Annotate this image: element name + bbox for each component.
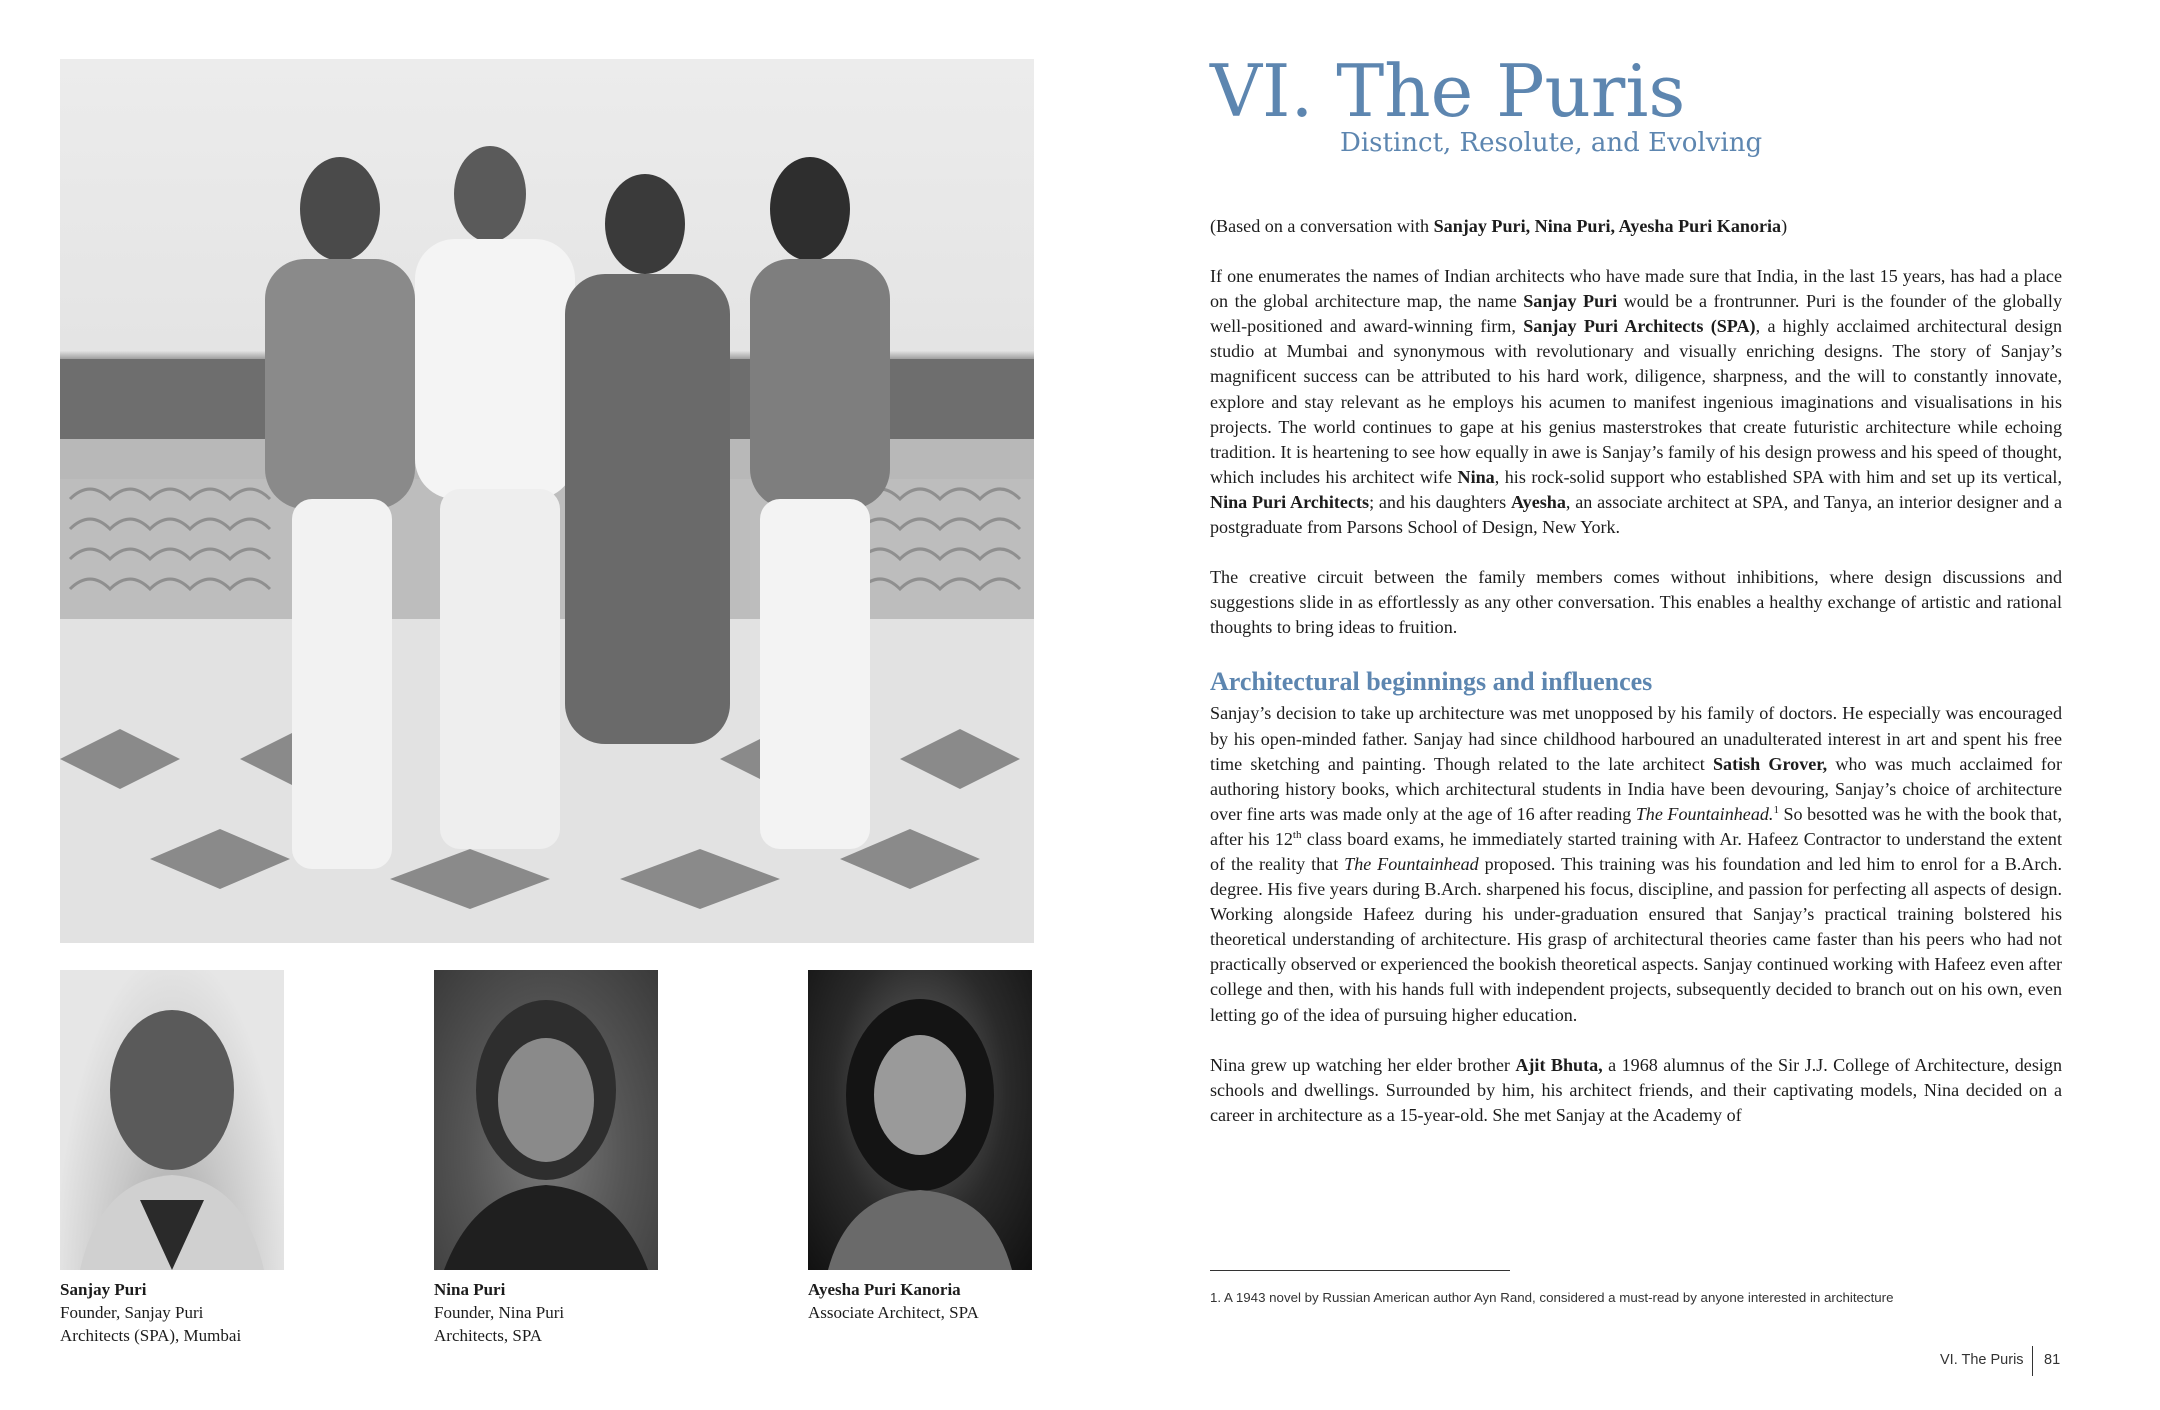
caption-role: Founder, Nina Puri bbox=[434, 1303, 565, 1322]
paragraph-3: Sanjay’s decision to take up architecture was met unopposed by his family of doctors. He especially was encouraged by his open-minded father. Sanjay had since childhood harboured an unadulterated interest in art and spent his free time sketching and painting. Though related to the late architect Satish Grover, who was much acclaimed for authoring history books, which architectural students in India have been devouring, Sanjay’s choice of architecture over fine arts was made only at the age of 16 after reading The Fountainhead.$^1$ So besotted was he with the book that, after his 12th class board exams, he immediately started training with Ar. Hafeez Contractor to understand the extent of the reality that The Fountainhead proposed. This training was his foundation and led him to enrol for a B.Arch. degree. His five years during B.Arch. sharpened his focus, discipline, and passion for perfecting all aspects of design. Working alongside Hafeez during his under-graduation ensured that Sanjay’s practical training bolstered his theoretical understanding of architecture. His grasp of architectural theories came faster than his peers who had not practically observed or experienced the bookish theoretical aspects. Sanjay continued working with Hafeez even after college and then, with his hands full with independent projects, subsequently decided to branch out on his own, even letting go of the idea of pursuing higher education. bbox=[1210, 703, 2063, 1025]
caption-name: Nina Puri bbox=[434, 1280, 506, 1299]
caption-role: Associate Architect, SPA bbox=[808, 1303, 979, 1322]
family-group-photo bbox=[60, 59, 1034, 943]
footnote-ref: 1 bbox=[1773, 803, 1779, 816]
caption-name: Ayesha Puri Kanoria bbox=[808, 1280, 961, 1299]
family-photo-illustration bbox=[60, 59, 1034, 943]
nina-puri-caption bbox=[434, 1278, 694, 1347]
footnote: 1. A 1943 novel by Russian American author Ayn Rand, considered a must-read by anyone interested in architecture bbox=[1210, 1290, 1894, 1305]
caption-role: Architects, SPA bbox=[434, 1326, 542, 1345]
caption-name: Sanjay Puri bbox=[60, 1280, 147, 1299]
chapter-subtitle: Distinct, Resolute, and Evolving bbox=[1340, 128, 1763, 158]
ayesha-puri-kanoria-caption bbox=[808, 1278, 1068, 1324]
page-number: 81 bbox=[2044, 1352, 2061, 1368]
ayesha-portrait-illustration bbox=[808, 970, 1032, 1270]
sanjay-puri-portrait bbox=[60, 970, 284, 1270]
paragraph-1: If one enumerates the names of Indian architects who have made sure that India, in the last 15 years, has had a place on the global architecture map, the name Sanjay Puri would be a frontrunner. Puri is the founder of the globally well-positioned and award-winning firm, Sanjay Puri Architects (SPA), a highly acclaimed architectural design studio at Mumbai and synonymous with revolutionary and visually enriching designs. The story of Sanjay’s magnificent success can be attributed to his hard work, diligence, sharpness, and the will to constantly innovate, explore and stay relevant as he employs his acumen to manifest ingenious imaginations and visualisations in his projects. The world continues to gape at his genius masterstrokes that create futuristic architecture while echoing tradition. It is heartening to see how equally in awe is Sanjay’s family of his design prowess and his speed of thought, which includes his architect wife Nina, his rock-solid support who established SPA with him and set up its vertical, Nina Puri Architects; and his daughters Ayesha, an associate architect at SPA, and Tanya, an interior designer and a postgraduate from Parsons School of Design, New York. bbox=[1210, 266, 2062, 538]
paragraph-4: Nina grew up watching her elder brother Ajit Bhuta, a 1968 alumnus of the Sir J.J. College of Architecture, design schools and dwellings. Surrounded by him, his architect friends, and their captivating models, Nina decided on a career in architecture as a 15-year-old. She met Sanjay at the Academy of bbox=[1210, 1054, 2062, 1125]
sanjay-portrait-illustration bbox=[60, 970, 284, 1270]
intro-line: (Based on a conversation with Sanjay Puri, Nina Puri, Ayesha Puri Kanoria) bbox=[1210, 216, 1788, 236]
caption-role: Founder, Sanjay Puri bbox=[60, 1303, 204, 1322]
sanjay-puri-caption bbox=[60, 1278, 320, 1347]
footnote-divider bbox=[1210, 1270, 1510, 1271]
section-heading: Architectural beginnings and influences bbox=[1210, 667, 1653, 697]
nina-portrait-illustration bbox=[434, 970, 658, 1270]
nina-puri-portrait bbox=[434, 970, 658, 1270]
caption-role: Architects (SPA), Mumbai bbox=[60, 1326, 242, 1345]
article-body bbox=[1210, 214, 2062, 1153]
paragraph-2: The creative circuit between the family members comes without inhibitions, where design discussions and suggestions slide in as effortlessly as any other conversation. This enables a healthy exchange of artistic and rational thoughts to bring ideas to fruition. bbox=[1210, 567, 2062, 638]
ayesha-puri-kanoria-portrait bbox=[808, 970, 1032, 1270]
running-footer-title: VI. The Puris bbox=[1940, 1352, 2024, 1368]
chapter-title: VI. The Puris bbox=[1210, 49, 1686, 133]
footer-divider bbox=[2032, 1346, 2033, 1376]
